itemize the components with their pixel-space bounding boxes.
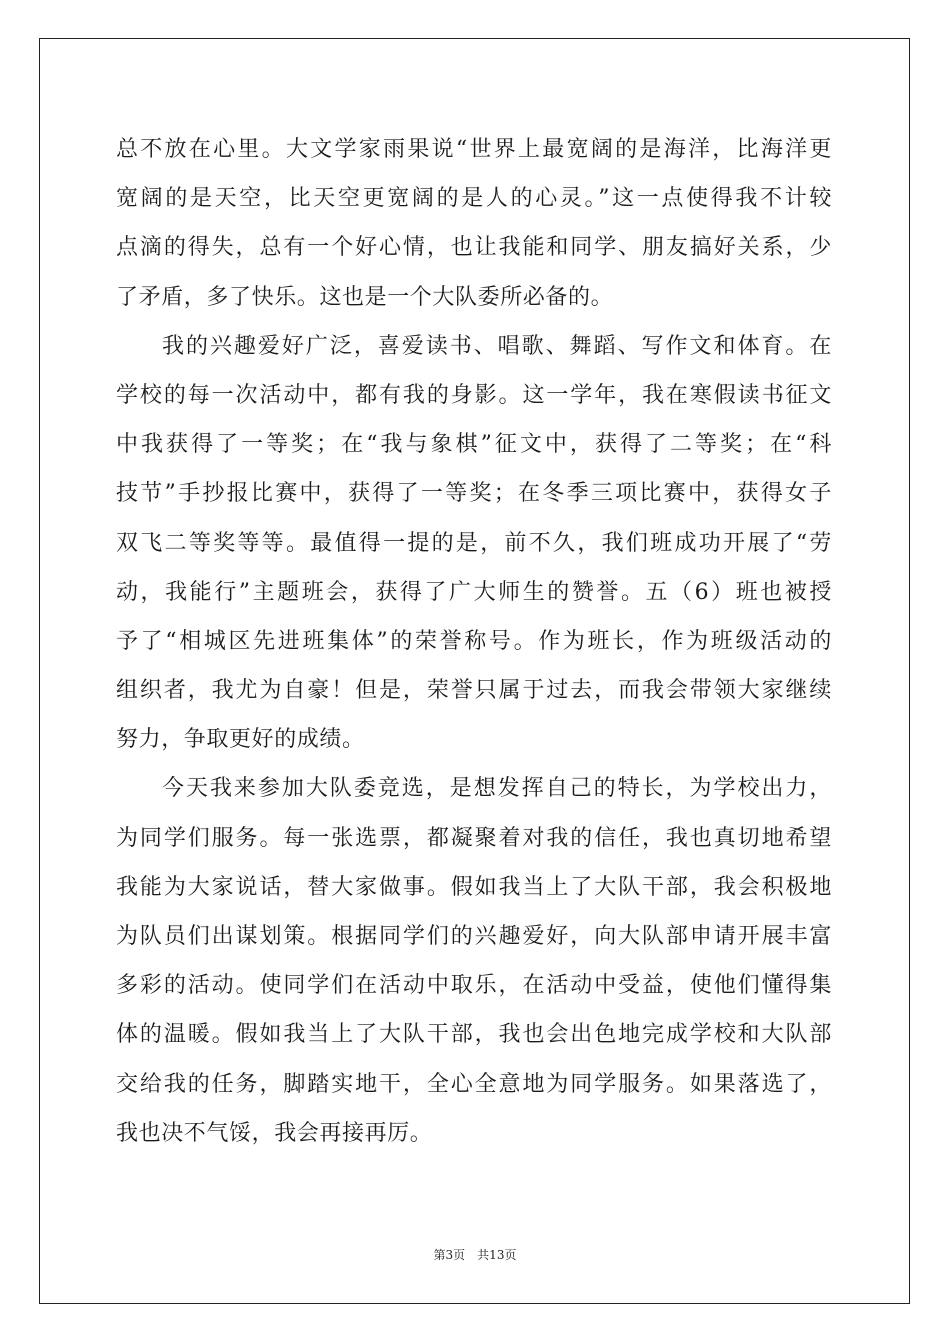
text-line: 技节”手抄报比赛中，获得了一等奖；在冬季三项比赛中，获得女子 [116, 481, 832, 507]
text-line: 多彩的活动。使同学们在活动中取乐，在活动中受益，使他们懂得集 [116, 973, 832, 999]
text-line: 交给我的任务，脚踏实地干，全心全意地为同学服务。如果落选了， [116, 1071, 832, 1097]
text-line: 学校的每一次活动中，都有我的身影。这一学年，我在寒假读书征文 [116, 382, 832, 408]
text-line: 动，我能行”主题班会，获得了广大师生的赞誉。五（6）班也被授 [116, 579, 832, 605]
text-line: 我能为大家说话，替大家做事。假如我当上了大队干部，我会积极地 [116, 874, 832, 900]
text-line: 我也决不气馁，我会再接再厉。 [116, 1120, 433, 1146]
paragraph-start-line: 今天我来参加大队委竞选，是想发挥自己的特长，为学校出力， [162, 776, 832, 802]
page-number-footer: 第3页 共13页 [433, 1248, 517, 1262]
text-line: 中我获得了一等奖；在“我与象棋”征文中，获得了二等奖；在“科 [116, 432, 832, 458]
text-line: 总不放在心里。大文学家雨果说“世界上最宽阔的是海洋，比海洋更 [116, 137, 832, 162]
text-line: 为队员们出谋划策。根据同学们的兴趣爱好，向大队部申请开展丰富 [116, 924, 832, 949]
text-line: 努力，争取更好的成绩。 [116, 727, 365, 753]
text-line: 了矛盾，多了快乐。这也是一个大队委所必备的。 [116, 284, 614, 310]
text-line: 体的温暖。假如我当上了大队干部，我也会出色地完成学校和大队部 [116, 1022, 832, 1048]
document-body [116, 125, 832, 1158]
paragraph-start-line: 我的兴趣爱好广泛，喜爱读书、唱歌、舞蹈、写作文和体育。在 [162, 333, 832, 359]
text-line: 宽阔的是天空，比天空更宽阔的是人的心灵。”这一点使得我不计较 [116, 186, 832, 212]
text-line: 双飞二等奖等等。最值得一提的是，前不久，我们班成功开展了“劳 [116, 530, 832, 556]
text-line: 予了“相城区先进班集体”的荣誉称号。作为班长，作为班级活动的 [116, 628, 832, 654]
text-line: 组织者，我尤为自豪！但是，荣誉只属于过去，而我会带领大家继续 [116, 678, 832, 704]
text-line: 为同学们服务。每一张选票，都凝聚着对我的信任，我也真切地希望 [116, 825, 832, 851]
text-line: 点滴的得失，总有一个好心情，也让我能和同学、朋友搞好关系，少 [116, 235, 832, 261]
